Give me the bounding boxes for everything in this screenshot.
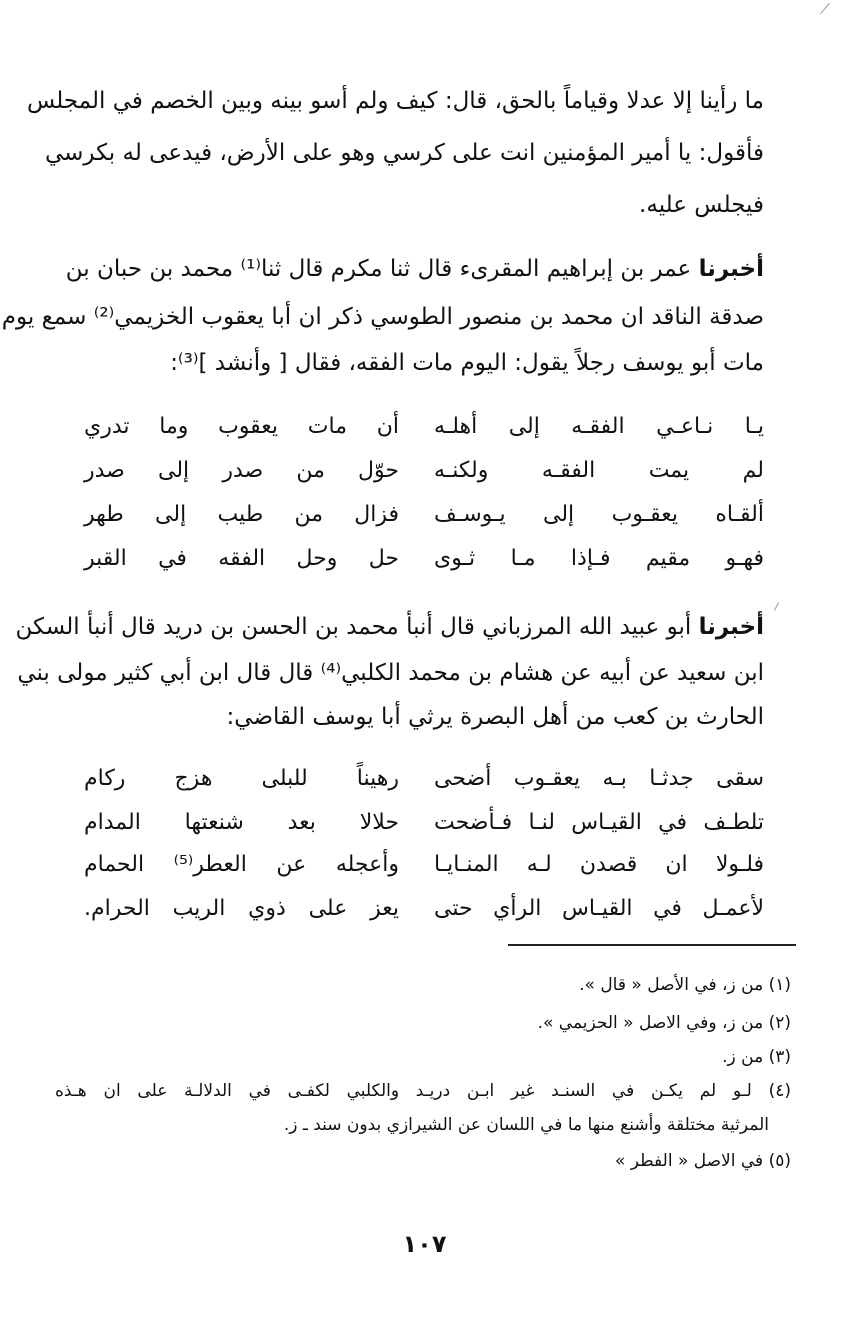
paragraph3-line: أخبرنا أبو عبيد الله المرزباني قال أنبأ محمد بن الحسن بن دريد قال أنبأ السكن bbox=[15, 614, 764, 640]
paragraph1-line: فيجلس عليه. bbox=[639, 192, 764, 218]
footnote: (٤) لـو لم يكـن في السنـد غير ابـن دريـد والكلبي لكفـى في الدلالـة على ان هـذه bbox=[55, 1081, 791, 1101]
verse-first-hemistich: لم يمت الفقـه ولكنـه bbox=[434, 458, 764, 483]
paragraph1-line: فأقول: يا أمير المؤمنين انت على كرسي وهو على الأرض، فيدعى له بكرسي bbox=[44, 140, 764, 166]
paragraph2-line: أخبرنا عمر بن إبراهيم المقرىء قال ثنا مكرم قال ثنا⁽¹⁾ محمد بن حبان بن bbox=[65, 256, 764, 282]
footnote: (٢) من ز، وفي الاصل « الحزيمي ». bbox=[537, 1013, 791, 1033]
paragraph3-line: ابن سعيد عن أبيه عن هشام بن محمد الكلبي⁽⁴⁾ قال قال ابن أبي كثير مولى بني bbox=[17, 660, 764, 686]
verse-first-hemistich: يـا نـاعـي الفقـه إلى أهلـه bbox=[434, 414, 764, 439]
footnote: (٣) من ز. bbox=[722, 1047, 791, 1067]
verse-first-hemistich: فلـولا ان قصدن لـه المنـايـا bbox=[434, 852, 764, 877]
verse-second-hemistich: حوّل من صدر إلى صدر bbox=[84, 458, 399, 483]
verse-second-hemistich: فزال من طيب إلى طهر bbox=[84, 502, 399, 527]
verse-second-hemistich: أن مات يعقوب وما تدري bbox=[84, 414, 399, 439]
scan-mark bbox=[820, 3, 830, 14]
footnote: (٥) في الاصل « الفطر » bbox=[614, 1151, 791, 1171]
verse-second-hemistich: حلالا بعد شنعتها المدام bbox=[84, 810, 399, 835]
verse-first-hemistich: تلطـف في القيـاس لنـا فـأضحت bbox=[434, 810, 764, 835]
verse-first-hemistich: سقى جدثـا بـه يعقـوب أضحى bbox=[434, 766, 764, 791]
page-number: ١٠٧ bbox=[402, 1230, 447, 1258]
paragraph1-line: ما رأينا إلا عدلا وقياماً بالحق، قال: كيف ولم أسو بينه وبين الخصم في المجلس bbox=[26, 88, 764, 114]
paragraph3-line: الحارث بن كعب من أهل البصرة يرثي أبا يوسف القاضي: bbox=[226, 704, 764, 730]
verse-second-hemistich: حل وحل الفقه في القبر bbox=[84, 546, 399, 571]
verse-first-hemistich: لأعمـل في القيـاس الرأي حتى bbox=[434, 896, 764, 921]
footnote: (١) من ز، في الأصل « قال ». bbox=[579, 975, 791, 995]
footnote-continuation: المرثية مختلقة وأشنع منها ما في اللسان عن الشيرازي بدون سند ـ ز. bbox=[283, 1115, 769, 1135]
footnote-separator bbox=[508, 944, 796, 946]
paragraph2-line: مات أبو يوسف رجلاً يقول: اليوم مات الفقه، فقال [ وأنشد ]⁽³⁾: bbox=[170, 350, 764, 376]
verse-first-hemistich: فهـو مقيم فـإذا مـا ثـوى bbox=[434, 546, 764, 571]
paragraph2-line: صدقة الناقد ان محمد بن منصور الطوسي ذكر ان أبا يعقوب الخزيمي⁽²⁾ سمع يوم bbox=[1, 304, 764, 330]
verse-first-hemistich: ألقـاه يعقـوب إلى يـوسـف bbox=[434, 502, 764, 527]
lead-word: أخبرنا bbox=[698, 614, 764, 640]
scan-mark bbox=[774, 602, 779, 610]
lead-word: أخبرنا bbox=[698, 256, 764, 282]
verse-second-hemistich: يعز على ذوي الريب الحرام. bbox=[84, 896, 399, 921]
verse-second-hemistich: وأعجله عن العطر⁽⁵⁾ الحمام bbox=[84, 852, 399, 877]
verse-second-hemistich: رهيناً للبلى هزج ركام bbox=[84, 766, 399, 791]
